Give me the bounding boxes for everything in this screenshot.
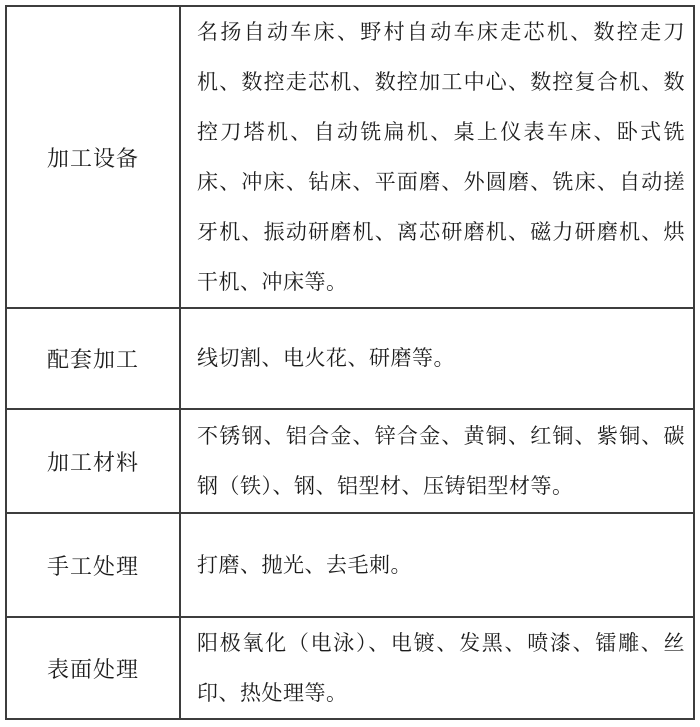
table-row-manual-processing (7, 514, 693, 618)
table-row-supporting-processing (7, 309, 693, 410)
row-content-cell (181, 514, 693, 616)
row-content-cell (181, 410, 693, 513)
row-content-text: 名扬自动车床、野村自动车床走芯机、数控走刀机、数控走芯机、数控加工中心、数控复合机、数控刀塔机、自动铣扁机、桌上仪表车床、卧式铣床、冲床、钻床、平面磨、外圆磨、铣床、自动搓牙机、振动研磨机、离芯研磨机、磁力研磨机、烘干机、冲床等。 (197, 20, 685, 294)
row-label-cell (7, 514, 181, 616)
row-label-cell (7, 309, 181, 408)
row-label: 加工材料 (46, 449, 139, 475)
row-label: 加工设备 (46, 145, 139, 171)
row-label-cell (7, 7, 181, 307)
row-label: 手工处理 (46, 553, 139, 579)
row-label: 配套加工 (46, 346, 139, 372)
row-content-text: 不锈钢、铝合金、锌合金、黄铜、红铜、紫铜、碳钢（铁）、钢、铝型材、压铸铝型材等。 (197, 424, 685, 499)
row-content-text: 打磨、抛光、去毛刺。 (197, 553, 412, 578)
row-content-cell (181, 309, 693, 408)
table-row-processing-materials (7, 410, 693, 515)
capabilities-table (5, 5, 695, 720)
table-row-processing-equipment (7, 7, 693, 309)
row-label-cell (7, 618, 181, 718)
row-content-text: 阳极氧化（电泳）、电镀、发黑、喷漆、镭雕、丝印、热处理等。 (197, 631, 685, 705)
row-label-cell (7, 410, 181, 513)
table-row-surface-treatment (7, 618, 693, 718)
row-label: 表面处理 (46, 656, 139, 682)
row-content-cell (181, 7, 693, 307)
row-content-cell (181, 618, 693, 718)
row-content-text: 线切割、电火花、研磨等。 (197, 346, 455, 371)
